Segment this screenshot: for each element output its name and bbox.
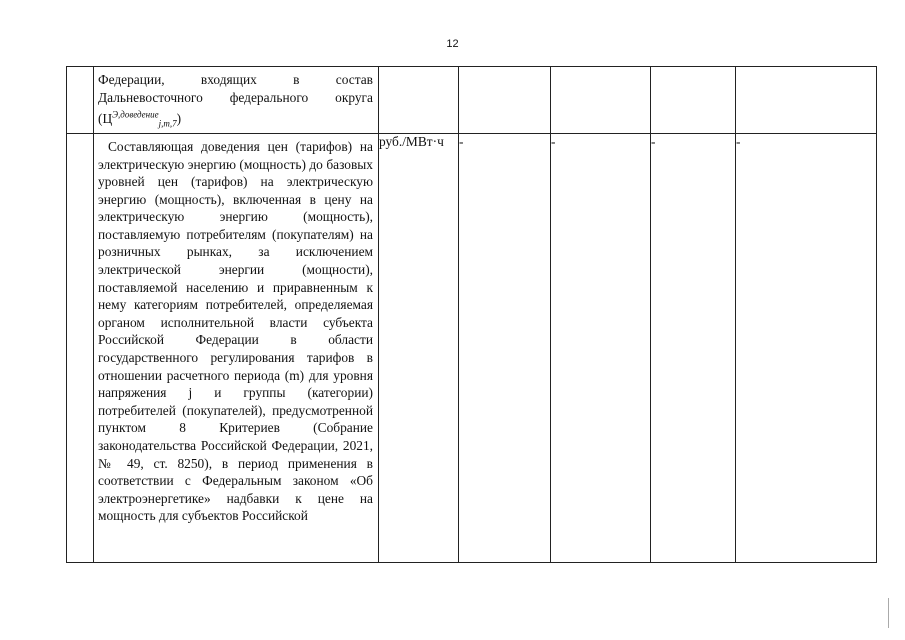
table-row — [67, 133, 877, 562]
value-cell: - — [459, 133, 551, 562]
row-number-cell — [67, 133, 94, 562]
row-number-cell — [67, 67, 94, 134]
value-cell — [651, 67, 736, 134]
unit-cell: руб./МВт·ч — [379, 133, 459, 562]
value-cell — [459, 67, 551, 134]
formula-symbol: $(Ц^{Э,доведение}_{j,m,7})$ — [98, 109, 182, 129]
unit-cell — [379, 67, 459, 134]
description-cell — [94, 133, 379, 562]
table-row — [67, 67, 877, 134]
value-cell — [551, 67, 651, 134]
value-cell — [736, 67, 877, 134]
value-cell: - — [736, 133, 877, 562]
tariff-table — [66, 66, 877, 563]
description-cell — [94, 67, 379, 134]
row-description: Составляющая доведения цен (тарифов) на электрическую энергию (мощность) до базовых уровней цен (тарифов) на электрическую энергию (мощность), включенная в цену на электрическую энергию (мощность), поставляемую потребителям (покупателям) на розничных рынках, за исключением электрической энергии (мощности), поставляемой населению и приравненным к нему категориям потребителей, определяемая органом исполнительной власти субъекта Российской Федерации в области государственного регулирования тарифов в отношении расчетного периода (m) для уровня напряжения j и группы (категории) потребителей (покупателей), предусмотренной пунктом 8 Критериев (Собрание законодательства Российской Федерации, 2021, № 49, ст. 8250), в период применения в соответствии с Федеральным законом «Об электроэнергетике» надбавки к цене на мощность для субъектов Российской — [98, 138, 373, 524]
row-description: Федерации, входящих в состав Дальневосточного федерального округа — [98, 72, 373, 105]
value-cell: - — [551, 133, 651, 562]
value-cell: - — [651, 133, 736, 562]
page-number: 12 — [446, 38, 459, 50]
scan-edge-mark — [888, 598, 889, 628]
